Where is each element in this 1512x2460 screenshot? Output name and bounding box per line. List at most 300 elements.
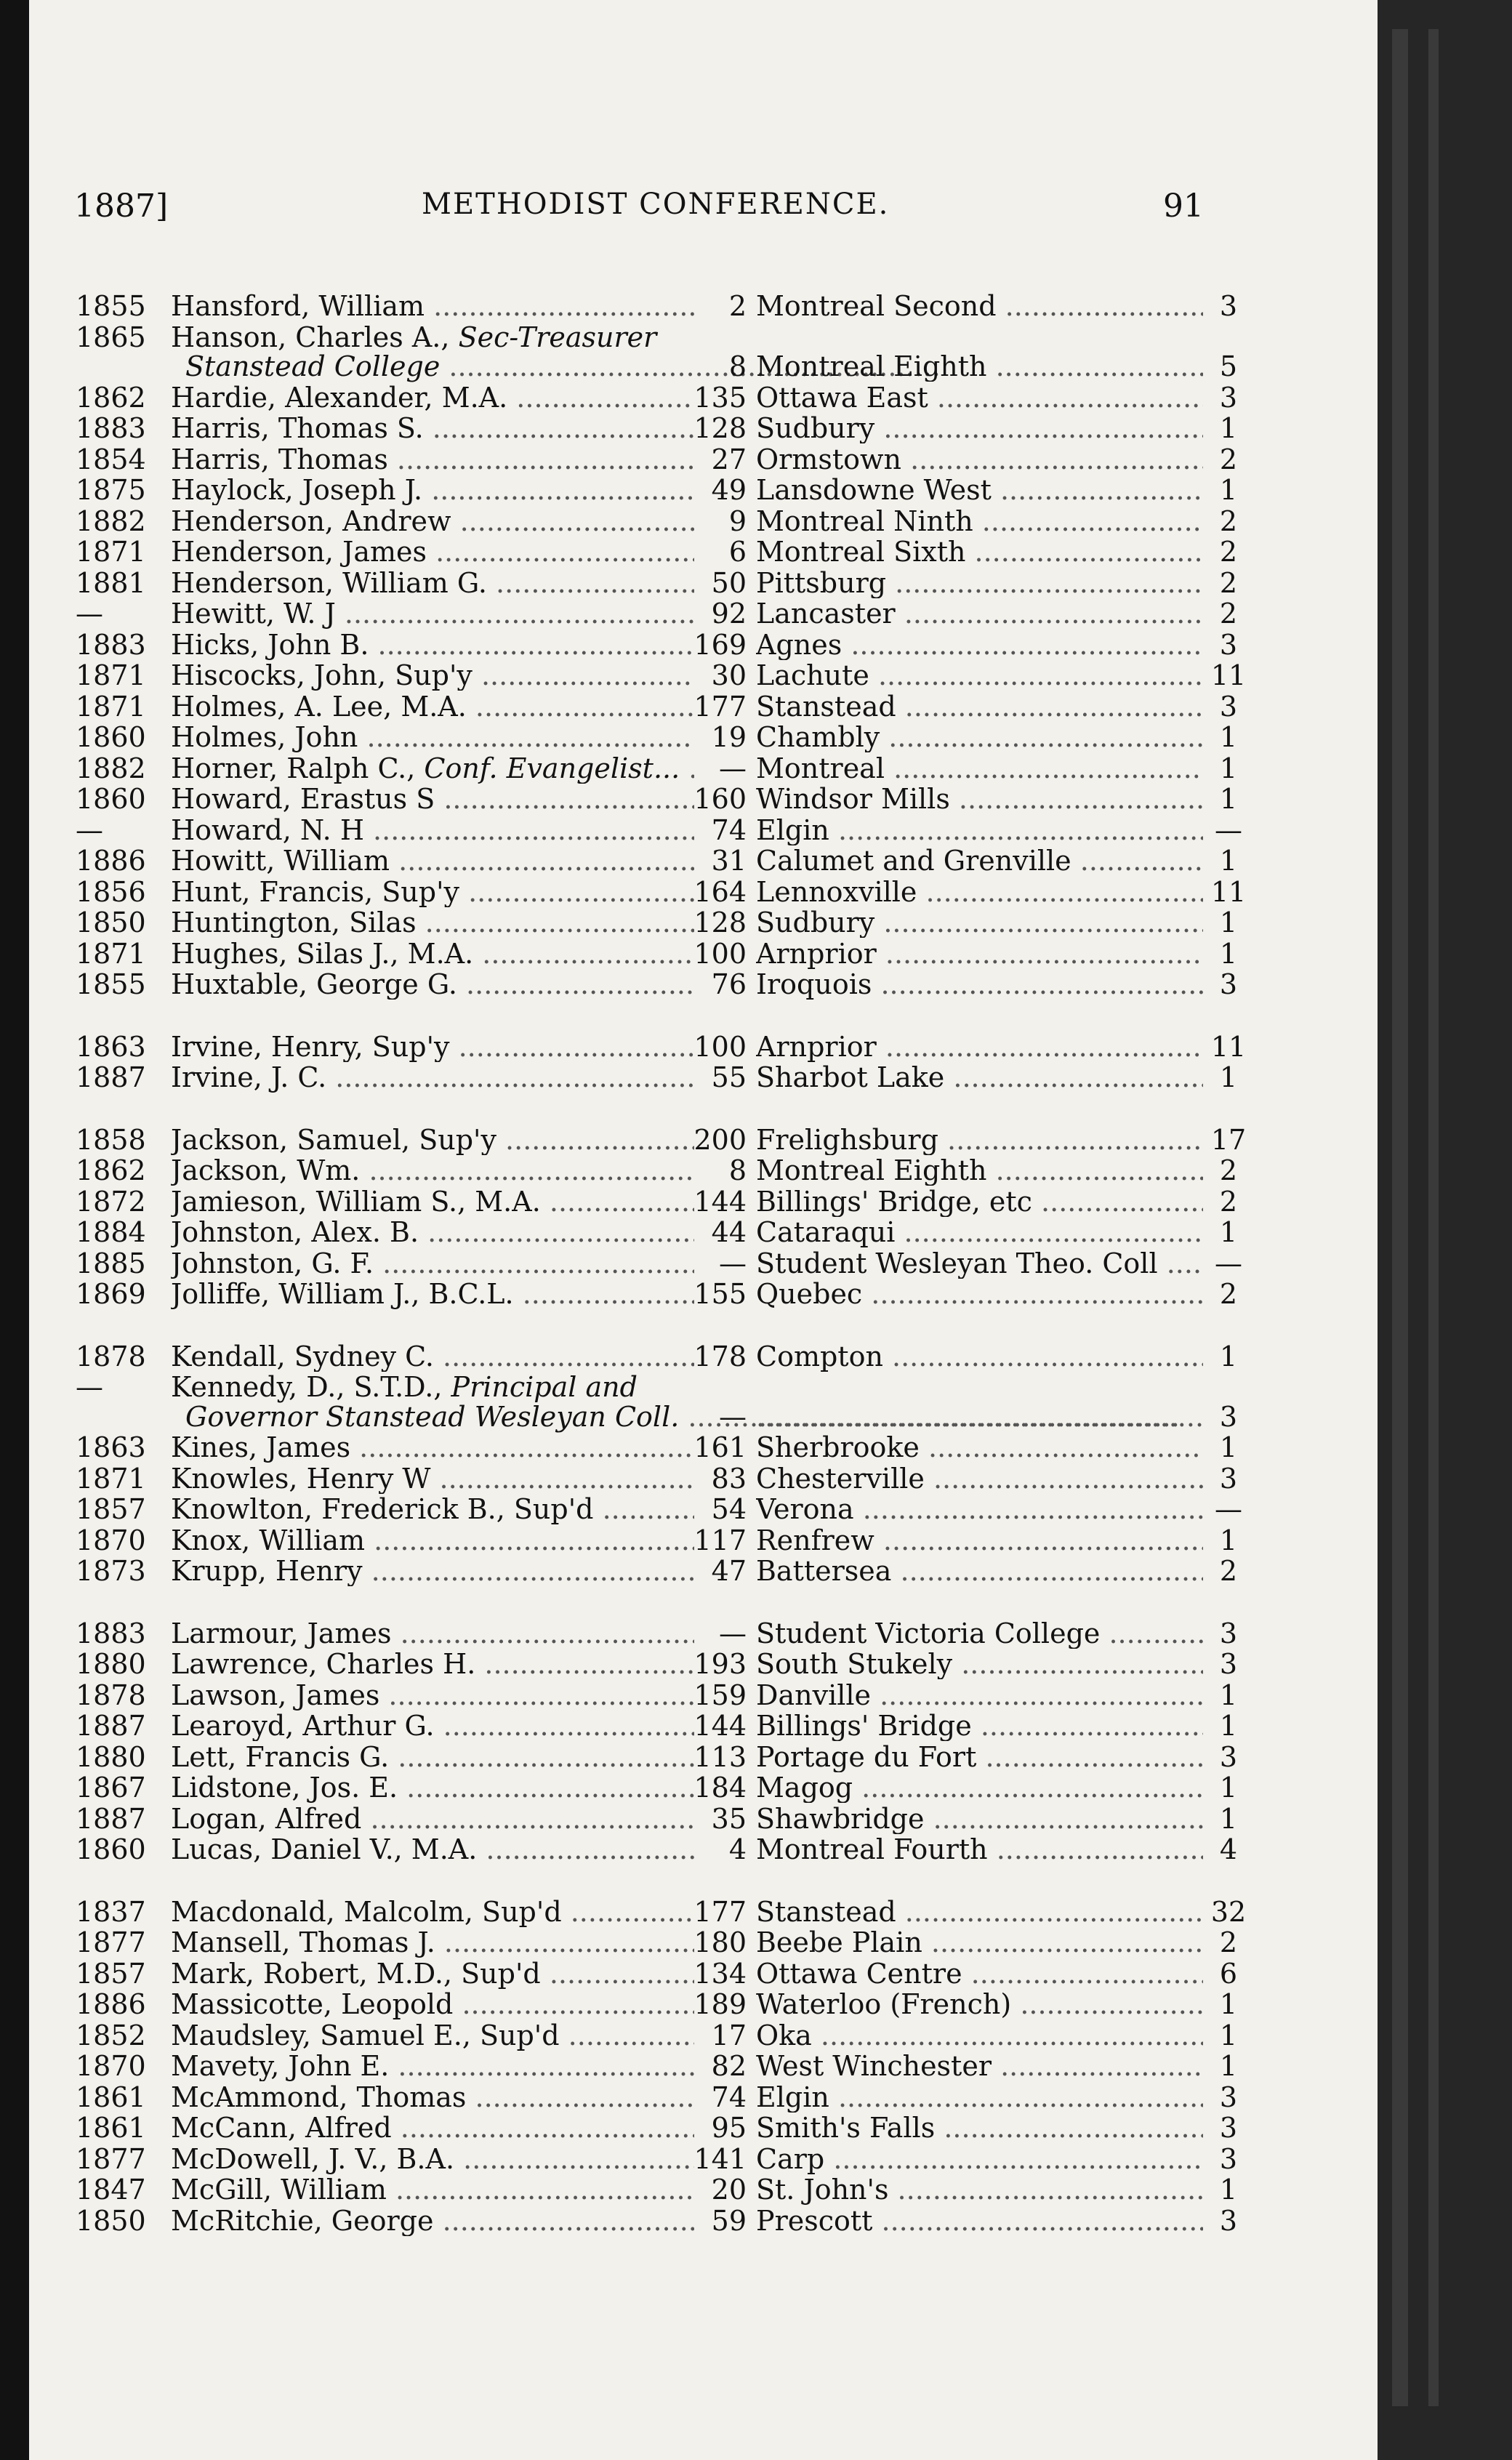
entry-year: 1883 [76,1617,146,1649]
entry-station: Waterloo (French) ..... [756,1989,1203,2019]
entry-name [171,877,694,907]
entry-name-text: McRitchie, George [171,2205,434,2236]
entry-name [171,1742,694,1772]
entry-name [171,536,694,567]
entry-year: 1867 [76,1772,146,1804]
entry-station: Elgin ..... [756,815,1203,845]
entry-name-text: Howitt, William [171,845,390,876]
entry-station: Pittsburg ..... [756,568,1203,598]
entry-year: 1860 [76,1833,146,1865]
entry-members: 100 [693,937,747,970]
entry-row [29,1062,1378,1093]
entry-years: 1 [1219,1216,1238,1248]
entry-members: — [719,1400,747,1433]
entry-station: Elgin ..... [756,2082,1203,2113]
entry-year: 1887 [76,1061,146,1093]
entry-name [171,1804,694,1834]
entry-year: 1886 [76,845,146,877]
entry-station: Montreal Ninth ..... [756,506,1203,536]
entry-years: 3 [1219,968,1238,1000]
entry-members: — [719,1617,747,1649]
entry-year: 1852 [76,2019,146,2051]
entry-members: 82 [711,2050,747,2082]
entry-station [756,1402,1203,1432]
entry-years: 3 [1219,2112,1238,2144]
entry-name [171,1494,694,1524]
entry-members: 6 [728,536,747,568]
entry-members: 95 [711,2112,747,2144]
entry-years: 1 [1219,1988,1238,2020]
entry-name-text: Larmour, James [171,1617,392,1649]
entry-name-text: Howard, Erastus S [171,784,435,814]
entry-name [171,845,694,876]
entry-row [29,568,1378,598]
entry-name [171,1989,694,2019]
entry-years: 17 [1210,1123,1247,1156]
entry-row [29,1463,1378,1494]
entry-name-text: Mark, Robert, M.D., Sup'd [171,1958,541,1989]
entry-row [29,2020,1378,2051]
entry-name-text: Hanson, Charles A., [171,321,450,353]
entry-name [171,784,694,814]
entry-name [171,938,694,969]
entry-members: 184 [693,1772,747,1804]
entry-row [29,722,1378,752]
entry-row [29,1649,1378,1679]
entry-year: 1877 [76,1926,146,1958]
entry-station: Quebec ..... [756,1279,1203,1309]
entry-year: 1871 [76,536,146,568]
entry-name [171,660,694,691]
entry-name [171,1618,694,1649]
entry-year: 1847 [76,2174,146,2206]
entry-name [171,722,694,752]
entry-years: 1 [1219,474,1238,506]
entry-members: 193 [693,1648,747,1680]
entry-year: 1886 [76,1988,146,2020]
entry-members: 20 [711,2174,747,2206]
entry-name-text: Jackson, Samuel, Sup'y [171,1124,496,1155]
entry-years: — [1215,1247,1242,1279]
entry-station: Stanstead ..... [756,691,1203,722]
entry-station: Portage du Fort ..... [756,1742,1203,1772]
entry-years: 2 [1219,443,1238,475]
entry-year: 1862 [76,381,146,414]
entry-members: 135 [693,381,747,414]
entry-year: — [76,1371,103,1403]
entry-members: 9 [728,505,747,537]
entry-years: 1 [1219,2019,1238,2051]
entry-year: 1871 [76,659,146,691]
entry-name [171,1463,694,1494]
entry-year: 1887 [76,1802,146,1835]
entry-year: 1873 [76,1555,146,1587]
entry-years: 3 [1219,1617,1238,1649]
entry-years: 2 [1219,536,1238,568]
entry-years: 3 [1219,2081,1238,2113]
entry-name [171,1279,694,1309]
entry-station: Smith's Falls ..... [756,2113,1203,2143]
entry-station: Student Victoria College ..... [756,1618,1203,1649]
entry-name [171,2113,694,2143]
entry-members: 74 [711,2081,747,2113]
entry-year: 1884 [76,1216,146,1248]
entry-years: 2 [1219,1926,1238,1958]
entry-name [171,2051,694,2081]
entry-name [171,1186,694,1217]
entry-station: Lancaster ..... [756,598,1203,629]
entry-name [171,1432,694,1463]
entry-name-text: Huntington, Silas [171,907,417,938]
entry-name-text: Holmes, John [171,722,358,752]
entry-year: 1882 [76,505,146,537]
entry-row [29,1958,1378,1989]
entry-station: West Winchester ..... [756,2051,1203,2081]
entry-members: 83 [711,1462,747,1495]
entry-row [29,2051,1378,2081]
entry-station: Ormstown ..... [756,444,1203,475]
entry-name [171,1711,694,1741]
entry-year: 1877 [76,2142,146,2175]
entry-members: 74 [711,813,747,846]
entry-name-text: Horner, Ralph C., [171,752,416,784]
entry-station: Stanstead ..... [756,1897,1203,1927]
entry-members: 8 [728,1154,747,1186]
entry-name [171,2174,694,2205]
entry-years: 2 [1219,1555,1238,1587]
entry-name-continued: Governor Stanstead Wesleyan Coll. ..... [185,1402,1180,1432]
entry-name-text: Hansford, William [171,291,425,321]
entry-years: 1 [1219,1431,1238,1463]
entry-row [29,1680,1378,1711]
entry-row [29,1372,1378,1402]
entry-years: 4 [1219,1833,1238,1865]
entry-year: 1870 [76,2050,146,2082]
entry-name-text: Irvine, J. C. [171,1062,327,1093]
entry-year: 1850 [76,2204,146,2237]
entry-station: Chambly ..... [756,722,1203,752]
entry-members: 76 [711,968,747,1000]
entry-members: 19 [711,721,747,753]
entry-year: 1885 [76,1247,146,1279]
entry-year: 1865 [76,321,146,353]
entry-name-text: Haylock, Joseph J. [171,475,423,505]
entry-station: Montreal Eighth ..... [756,351,1203,382]
entry-name-text: McGill, William [171,2174,387,2205]
entry-name-text: Jackson, Wm. [171,1155,361,1186]
entry-name-text: Maudsley, Samuel E., Sup'd [171,2019,560,2051]
entry-members: 54 [711,1493,747,1525]
entry-members: 44 [711,1216,747,1248]
entry-row [29,1618,1378,1649]
entry-row [29,413,1378,443]
entry-years: 2 [1219,566,1238,599]
entry-name-text: Lucas, Daniel V., M.A. [171,1834,478,1865]
entry-year: 1883 [76,628,146,661]
entry-station: Lennoxville ..... [756,877,1203,907]
entry-row [29,1432,1378,1463]
entry-row [29,630,1378,660]
entry-name [171,382,694,413]
entry-row-continued [29,1402,1378,1432]
entry-name-text: McCann, Alfred [171,2113,392,2143]
entry-row [29,938,1378,969]
entry-row [29,753,1378,784]
entry-years: 3 [1219,1400,1238,1433]
entry-name [171,413,694,443]
entry-members: 177 [693,1895,747,1928]
entry-members: 200 [693,1123,747,1156]
entry-name [171,2144,694,2174]
entry-name [171,568,694,598]
entry-row [29,382,1378,413]
book-page [29,0,1378,2460]
entry-name-text: Jolliffe, William J., B.C.L. [171,1279,514,1309]
entry-name [171,1217,694,1247]
entry-members: 117 [693,1524,747,1556]
entry-name [171,506,694,536]
entry-members: 47 [711,1555,747,1587]
entry-year: 1857 [76,1493,146,1525]
entry-years: 2 [1219,1278,1238,1310]
entry-row-continued [29,351,1378,382]
entry-name [171,2206,694,2236]
entry-years: 11 [1210,1030,1247,1063]
book-edge-band [1392,29,1408,2406]
entry-members: 180 [693,1926,747,1958]
entry-members: 134 [693,1957,747,1990]
entry-station: Windsor Mills ..... [756,784,1203,814]
entry-row [29,1772,1378,1803]
entry-station: Verona ..... [756,1494,1203,1524]
entry-name-text: Johnston, G. F. [171,1247,374,1279]
entry-year: 1887 [76,1710,146,1742]
entry-name [171,1772,694,1803]
entry-members: 92 [711,598,747,630]
entry-station: Lansdowne West ..... [756,475,1203,505]
entry-members: 160 [693,783,747,815]
entry-row [29,784,1378,814]
entry-years: 1 [1219,721,1238,753]
entry-name [171,1834,694,1865]
entry-members: 169 [693,628,747,661]
entry-name-text: Hardie, Alexander, M.A. [171,382,508,413]
entry-years: 5 [1219,350,1238,382]
entry-row [29,322,1378,353]
entry-name [171,630,694,660]
entry-row [29,1711,1378,1741]
entry-station: Calumet and Grenville ..... [756,845,1203,876]
entry-name-text: Kennedy, D., S.T.D., [171,1371,443,1403]
entry-name-text: Hughes, Silas J., M.A. [171,938,474,969]
entry-row [29,1341,1378,1372]
entry-members: 128 [693,907,747,938]
entry-name-text: Knowles, Henry W [171,1463,431,1494]
entry-row [29,1279,1378,1309]
entry-station: Billings' Bridge, etc ..... [756,1186,1203,1217]
entry-name-text: Lidstone, Jos. E. [171,1772,398,1803]
entry-row [29,1217,1378,1247]
entry-station: Battersea ..... [756,1556,1203,1586]
entry-members: 59 [711,2204,747,2237]
entry-station: Ottawa Centre ..... [756,1958,1203,1989]
entry-row [29,2082,1378,2113]
entry-row [29,1897,1378,1927]
entry-station: Sudbury ..... [756,907,1203,938]
entry-station: Oka ..... [756,2020,1203,2051]
entry-name-text: Henderson, Andrew [171,505,451,536]
entry-row [29,1556,1378,1586]
entry-year: 1869 [76,1278,146,1310]
entry-name [171,815,694,845]
entry-name-italic: Conf. Evangelist... [415,752,680,784]
entry-row [29,1125,1378,1155]
entry-row [29,1525,1378,1556]
entry-year: 1856 [76,875,146,908]
entry-name-italic: Principal and [442,1371,638,1403]
entry-row [29,1155,1378,1186]
entry-name-text: McDowell, J. V., B.A. [171,2143,455,2174]
entry-row [29,2144,1378,2174]
entry-name [171,753,694,784]
entry-row [29,536,1378,567]
entry-members: 27 [711,443,747,475]
entry-year: 1857 [76,1957,146,1990]
entry-members: — [719,1247,747,1279]
entry-name [171,444,694,475]
entry-station: Sherbrooke ..... [756,1432,1203,1463]
entry-name [171,969,694,1000]
entry-name [171,1125,694,1155]
book-edge [1378,0,1512,2460]
entry-members: 2 [728,290,747,322]
entry-name-continued: Stanstead College ..... [185,351,941,382]
entry-name [171,2020,694,2051]
scan-left-edge [0,0,29,2460]
entry-members: 178 [693,1340,747,1372]
entry-year: 1878 [76,1340,146,1372]
entry-station: Student Wesleyan Theo. Coll ..... [756,1248,1203,1279]
entry-years: 1 [1219,783,1238,815]
entry-years: 1 [1219,1772,1238,1804]
entry-name-text: McAmmond, Thomas [171,2081,467,2113]
entry-row [29,475,1378,505]
entry-years: — [1215,1493,1242,1525]
entry-row [29,1742,1378,1772]
entry-station: Ottawa East ..... [756,382,1203,413]
entry-row [29,845,1378,876]
entry-name [171,1155,694,1186]
entry-station: Renfrew ..... [756,1525,1203,1556]
entry-years: 3 [1219,2204,1238,2237]
entry-years: 1 [1219,1061,1238,1093]
entry-years: 1 [1219,1524,1238,1556]
entry-row [29,2174,1378,2205]
entry-name-text: Huxtable, George G. [171,969,457,1000]
entry-station: Arnprior ..... [756,938,1203,969]
entry-year: 1880 [76,1740,146,1773]
entry-name [171,322,656,353]
entry-years: — [1215,813,1242,846]
entry-name-text: Hunt, Francis, Sup'y [171,876,460,907]
entry-year: — [76,813,103,846]
entry-years: 3 [1219,1648,1238,1680]
entry-name-text: Harris, Thomas [171,443,388,475]
entry-name-text: Johnston, Alex. B. [171,1217,419,1247]
entry-name [171,1556,694,1586]
entry-year: 1872 [76,1185,146,1218]
entry-name-text: Hicks, John B. [171,629,369,660]
entry-years: 1 [1219,2174,1238,2206]
entry-year: 1871 [76,690,146,723]
entry-name-text: Kendall, Sydney C. [171,1340,434,1372]
entry-station: Montreal Sixth ..... [756,536,1203,567]
entry-station: Sudbury ..... [756,413,1203,443]
entry-station: Iroquois ..... [756,969,1203,1000]
entry-row [29,907,1378,938]
entry-year: 1870 [76,1524,146,1556]
entry-name [171,1927,694,1958]
entry-years: 3 [1219,1740,1238,1773]
entry-year: 1875 [76,474,146,506]
entry-year: 1855 [76,290,146,322]
entry-row [29,1834,1378,1865]
entry-name [171,691,694,722]
entry-name [171,2082,694,2113]
entry-name [171,1680,694,1711]
entry-station: Beebe Plain ..... [756,1927,1203,1958]
entry-station: Montreal Eighth ..... [756,1155,1203,1186]
entry-station: Lachute ..... [756,660,1203,691]
entry-years: 6 [1219,1957,1238,1990]
entry-members: 55 [711,1061,747,1093]
entry-members: 35 [711,1802,747,1835]
entry-years: 2 [1219,1154,1238,1186]
entry-station: Montreal Fourth ..... [756,1834,1203,1865]
entry-members: 128 [693,412,747,444]
entry-year: 1860 [76,783,146,815]
entry-row [29,1927,1378,1958]
entry-year: 1882 [76,752,146,784]
entry-station: Sharbot Lake ..... [756,1062,1203,1093]
entry-name-text: Learoyd, Arthur G. [171,1711,435,1741]
entry-years: 3 [1219,1462,1238,1495]
entry-row [29,877,1378,907]
entry-years: 1 [1219,412,1238,444]
entry-members: — [719,752,747,784]
entry-members: 30 [711,659,747,691]
entry-year: 1871 [76,1462,146,1495]
entry-station: Magog ..... [756,1772,1203,1803]
entry-members: 49 [711,474,747,506]
entry-name-text: Harris, Thomas S. [171,413,424,443]
entry-year: 1880 [76,1648,146,1680]
entry-years: 3 [1219,290,1238,322]
entry-members: 189 [693,1988,747,2020]
header-year: 1887] [74,188,169,225]
entry-station: Montreal Second ..... [756,291,1203,321]
entry-row [29,598,1378,629]
entry-row [29,1494,1378,1524]
entry-year: 1858 [76,1123,146,1156]
entry-station: Carp ..... [756,2144,1203,2174]
entry-members: 8 [728,350,747,382]
entry-name-text: Knowlton, Frederick B., Sup'd [171,1494,594,1524]
entry-years: 1 [1219,1802,1238,1835]
entry-station: Montreal ..... [756,753,1203,784]
entry-station: Arnprior ..... [756,1032,1203,1062]
entry-members: 141 [693,2142,747,2175]
